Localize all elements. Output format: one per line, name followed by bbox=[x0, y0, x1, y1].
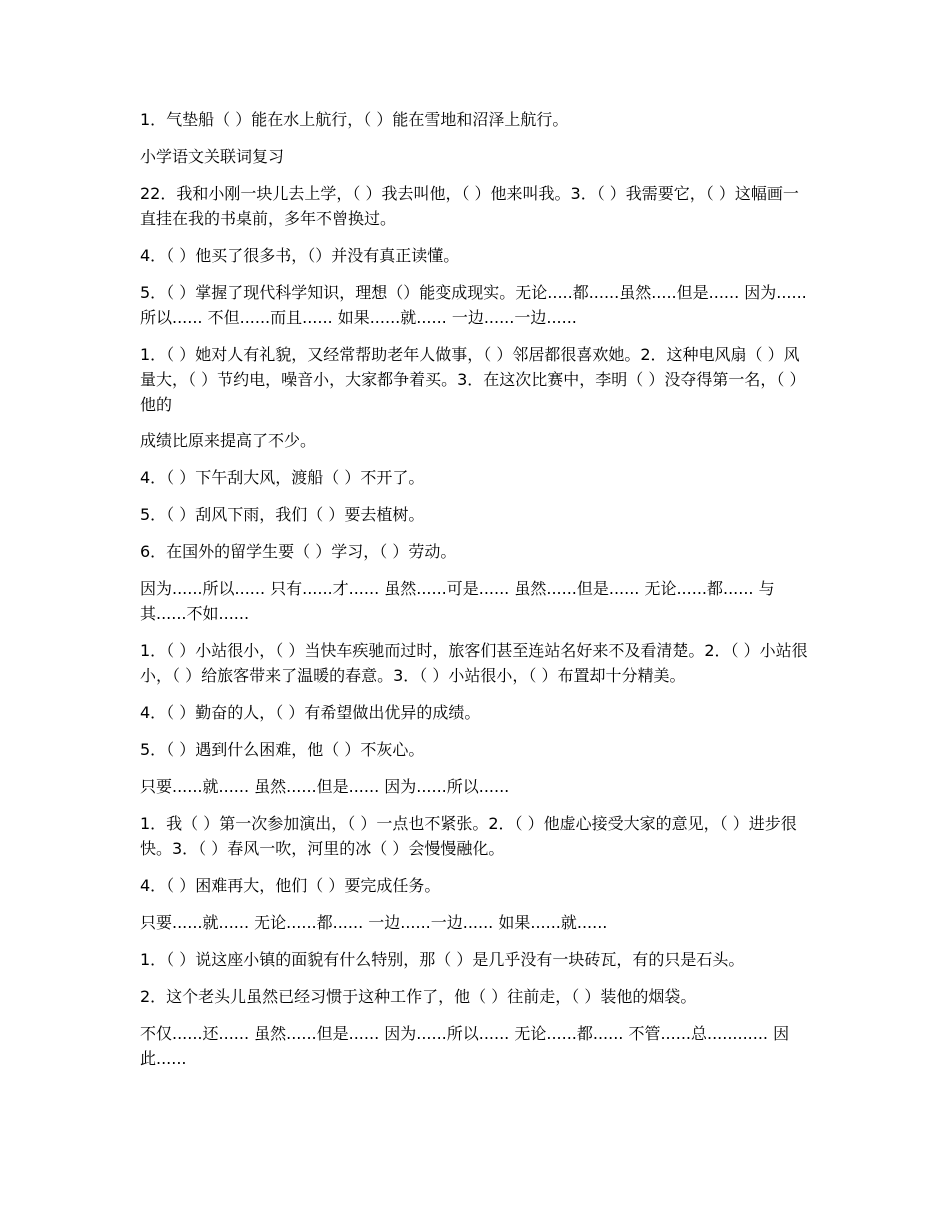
section-title: 小学语文关联词复习 bbox=[140, 147, 285, 166]
question-paragraph: 4．（ ）勤奋的人，（ ）有希望做出优异的成绩。 bbox=[140, 703, 481, 722]
conjunction-word-bank: 只要......就...... 无论......都...... 一边......一边...... 如果......就...... bbox=[140, 913, 608, 932]
question-paragraph: 4．（ ）下午刮大风，渡船（ ）不开了。 bbox=[140, 468, 425, 487]
conjunction-word-bank: 不仅......还...... 虽然......但是...... 因为......所以...... 无论......都...... 不管......总............ 因此...... bbox=[140, 1024, 790, 1068]
question-paragraph: 1．气垫船（ ）能在水上航行，（ ）能在雪地和沼泽上航行。 bbox=[140, 110, 569, 129]
question-paragraph: 5．（ ）遇到什么困难，他（ ）不灰心。 bbox=[140, 740, 425, 759]
question-paragraph: 1．（ ）说这座小镇的面貌有什么特别，那（ ）是几乎没有一块砖瓦，有的只是石头。 bbox=[140, 950, 745, 969]
question-paragraph: 2．这个老头儿虽然已经习惯于这种工作了，他（ ）往前走，（ ）装他的烟袋。 bbox=[140, 987, 697, 1006]
question-paragraph: 1．（ ）小站很小，（ ）当快车疾驰而过时，旅客们甚至连站名好来不及看清楚。2．（ ）小站很小，（ ）给旅客带来了温暖的春意。3．（ ）小站很小，（ ）布置却十分精美。 bbox=[140, 641, 808, 685]
question-paragraph: 5．（ ）刮风下雨，我们（ ）要去植树。 bbox=[140, 505, 425, 524]
conjunction-word-bank: 只要......就...... 虽然......但是...... 因为......所以...... bbox=[140, 777, 510, 796]
question-paragraph: 成绩比原来提高了不少。 bbox=[140, 431, 317, 450]
conjunction-word-bank: 因为......所以...... 只有......才...... 虽然......可是...... 虽然......但是...... 无论......都...... 与其......不如...... bbox=[140, 579, 775, 623]
document-page bbox=[140, 107, 810, 1083]
question-paragraph: 22．我和小刚一块儿去上学，（ ）我去叫他，（ ）他来叫我。3．（ ）我需要它，（ ）这幅画一直挂在我的书桌前，多年不曾换过。 bbox=[140, 184, 799, 228]
question-paragraph: 1．我（ ）第一次参加演出，（ ）一点也不紧张。2．（ ）他虚心接受大家的意见，（ ）进步很快。3．（ ）春风一吹，河里的冰（ ）会慢慢融化。 bbox=[140, 814, 797, 858]
question-paragraph: 5．（ ）掌握了现代科学知识，理想（）能变成现实。无论.....都......虽然.....但是...... 因为......所以...... 不但......而且...... 如果......就...... 一边......一边...... bbox=[140, 283, 807, 327]
question-paragraph: 4．（ ）困难再大，他们（ ）要完成任务。 bbox=[140, 876, 441, 895]
question-paragraph: 1．（ ）她对人有礼貌，又经常帮助老年人做事，（ ）邻居都很喜欢她。2．这种电风扇（ ）风量大，（ ）节约电，噪音小，大家都争着买。3．在这次比赛中，李明（ ）没夺得第一名，（ ）他的 bbox=[140, 345, 806, 414]
question-paragraph: 6．在国外的留学生要（ ）学习，（ ）劳动。 bbox=[140, 542, 457, 561]
question-paragraph: 4．（ ）他买了很多书，（）并没有真正读懂。 bbox=[140, 246, 460, 265]
